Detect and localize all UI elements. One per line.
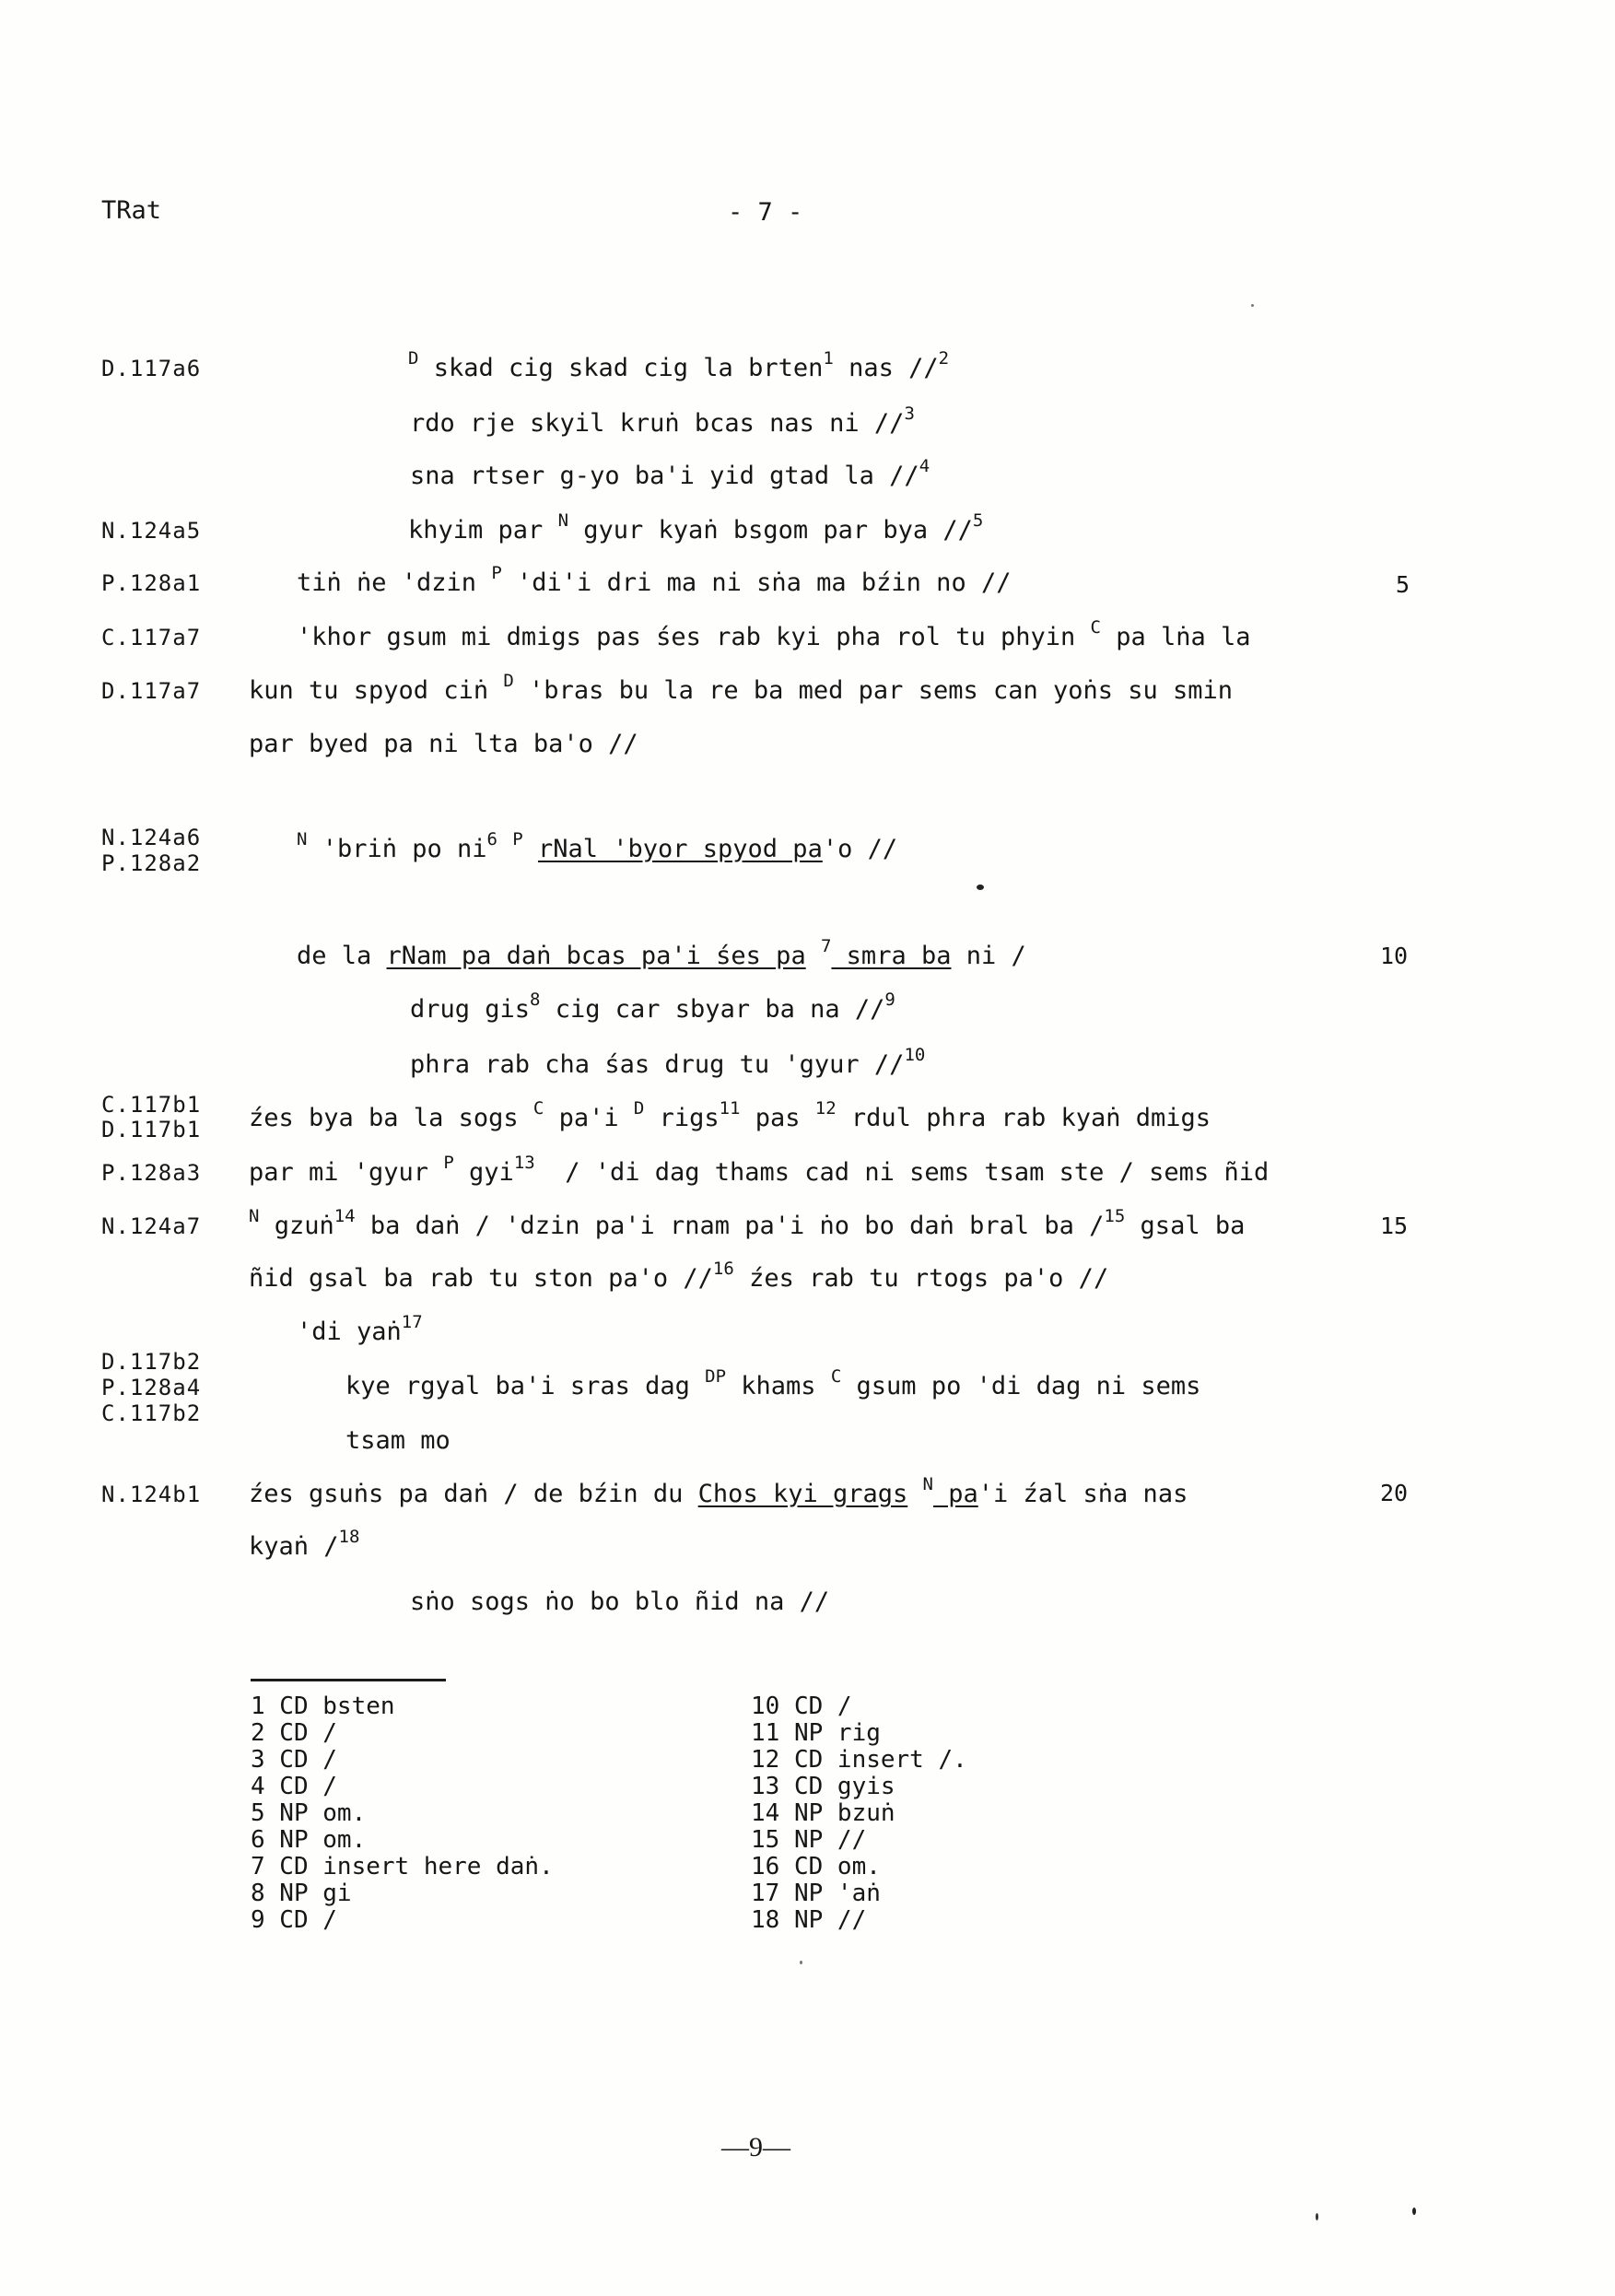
- footnote: 14 NP bzuṅ: [751, 1799, 895, 1827]
- siglum: D.117b2: [101, 1349, 202, 1375]
- footnote: 15 NP //: [751, 1826, 867, 1854]
- text-line-21: kyaṅ /$^{18}$: [249, 1527, 360, 1561]
- text-line-12: phra rab cha śas drug tu 'gyur //$^{10}$: [410, 1045, 926, 1079]
- siglum: N.124a7: [101, 1213, 202, 1239]
- text-line-7: kun tu spyod ciṅ $^D$ 'bras bu la re ba med par sems can yoṅs su smin: [249, 671, 1234, 705]
- text-line-3: sna rtser g-yo ba'i yid gtad la //$^4$: [410, 456, 930, 490]
- text-line-2: rdo rje skyil kruṅ bcas nas ni //$^3$: [410, 404, 915, 438]
- line-number: 5: [1396, 571, 1410, 598]
- siglum: N.124a6: [101, 825, 202, 850]
- text-line-1: $^D$ skad cig skad cig la brten$^1$ nas //$^2$: [408, 348, 950, 382]
- footnote: 13 CD gyis: [751, 1773, 895, 1800]
- text-line-22: sṅo sogs ṅo bo blo ñid na //: [410, 1587, 830, 1616]
- scan-speck: [1316, 2213, 1318, 2220]
- footnote: 12 CD insert /.: [751, 1746, 967, 1774]
- footnotes-right: [751, 1693, 967, 1934]
- text-line-14: par mi 'gyur $^P$ gyi$^{13}$ / 'di dag thams cad ni sems tsam ste / sems ñid: [249, 1153, 1270, 1187]
- siglum: N.124b1: [101, 1482, 202, 1507]
- text-line-16: ñid gsal ba rab tu ston pa'o //$^{16}$ źes rab tu rtogs pa'o //: [249, 1259, 1109, 1293]
- page-number-bottom: —9—: [721, 2132, 790, 2162]
- footnote: 6 NP om.: [251, 1826, 367, 1854]
- scan-speck: [1412, 2208, 1416, 2215]
- text-line-5: tiṅ ṅe 'dzin $^P$ 'di'i dri ma ni sṅa ma bźin no //: [297, 563, 1012, 597]
- siglum: P.128a3: [101, 1160, 202, 1186]
- text-line-18: kye rgyal ba'i sras dag $^{DP}$ khams $^C$ gsum po 'di dag ni sems: [345, 1366, 1201, 1400]
- siglum: C.117a7: [101, 625, 202, 650]
- scan-speck: [800, 1961, 802, 1964]
- siglum: D.117b1: [101, 1117, 202, 1142]
- footnote: 10 CD /: [751, 1693, 852, 1720]
- footnote: 1 CD bsten: [251, 1693, 395, 1720]
- scan-speck: [977, 884, 984, 890]
- line-number: 10: [1380, 943, 1409, 969]
- siglum: P.128a1: [101, 570, 202, 596]
- text-line-4: khyim par $^N$ gyur kyaṅ bsgom par bya //$^5$: [408, 510, 984, 545]
- footnote: 4 CD /: [251, 1773, 337, 1800]
- text-line-17: 'di yaṅ$^{17}$: [297, 1312, 423, 1346]
- siglum: C.117b2: [101, 1400, 202, 1426]
- siglum: N.124a5: [101, 518, 202, 544]
- footnote: 3 CD /: [251, 1746, 337, 1774]
- siglum: P.128a4: [101, 1375, 202, 1400]
- footnote: 9 CD /: [251, 1906, 337, 1934]
- siglum: D.117a6: [101, 356, 202, 381]
- text-line-20: źes gsuṅs pa daṅ / de bźin du Chos kyi grags $^N$ pa'i źal sṅa nas: [249, 1474, 1188, 1508]
- siglum: D.117a7: [101, 678, 202, 704]
- text-line-8: par byed pa ni lta ba'o //: [249, 730, 638, 758]
- text-line-9: $^N$ 'briṅ po $ni^6$ $^P$ rNal 'byor spyod pa'o //: [297, 829, 898, 863]
- footnote: 11 NP rig: [751, 1719, 881, 1747]
- footnote: 18 NP //: [751, 1906, 867, 1934]
- footnotes-left: [251, 1693, 554, 1934]
- footnote: 17 NP 'aṅ: [751, 1880, 881, 1907]
- footnote-rule: [251, 1679, 446, 1681]
- text-line-13: źes bya ba la sogs $^C$ pa'i $^D$ rigs$^{11}$ pas $^{12}$ rdul phra rab kyaṅ dmigs: [249, 1098, 1211, 1132]
- text-line-11: drug gis$^8$ cig car sbyar ba na //$^9$: [410, 990, 895, 1024]
- footnote: 7 CD insert here daṅ.: [251, 1853, 554, 1880]
- page-number-top: - 7 -: [728, 198, 803, 227]
- text-line-6: 'khor gsum mi dmigs pas śes rab kyi pha rol tu phyin $^C$ pa lṅa la: [297, 617, 1251, 651]
- footnote: 5 NP om.: [251, 1799, 367, 1827]
- text-line-19: tsam mo: [345, 1426, 451, 1455]
- scan-speck: [1251, 304, 1254, 307]
- line-number: 20: [1380, 1480, 1409, 1506]
- text-line-10: de la rNam pa daṅ bcas pa'i śes pa $^7$ smra ba ni /: [297, 936, 1026, 970]
- footnote: 2 CD /: [251, 1719, 337, 1747]
- footnote: 16 CD om.: [751, 1853, 881, 1880]
- line-number: 15: [1380, 1212, 1409, 1239]
- siglum: P.128a2: [101, 850, 202, 876]
- siglum: C.117b1: [101, 1092, 202, 1118]
- text-line-15: $^N$ gzuṅ$^{14}$ ba daṅ / 'dzin pa'i rnam pa'i ṅo bo daṅ bral ba /$^{15}$ gsal ba: [249, 1206, 1246, 1240]
- running-header: TRat: [101, 196, 162, 225]
- footnote: 8 NP gi: [251, 1880, 352, 1907]
